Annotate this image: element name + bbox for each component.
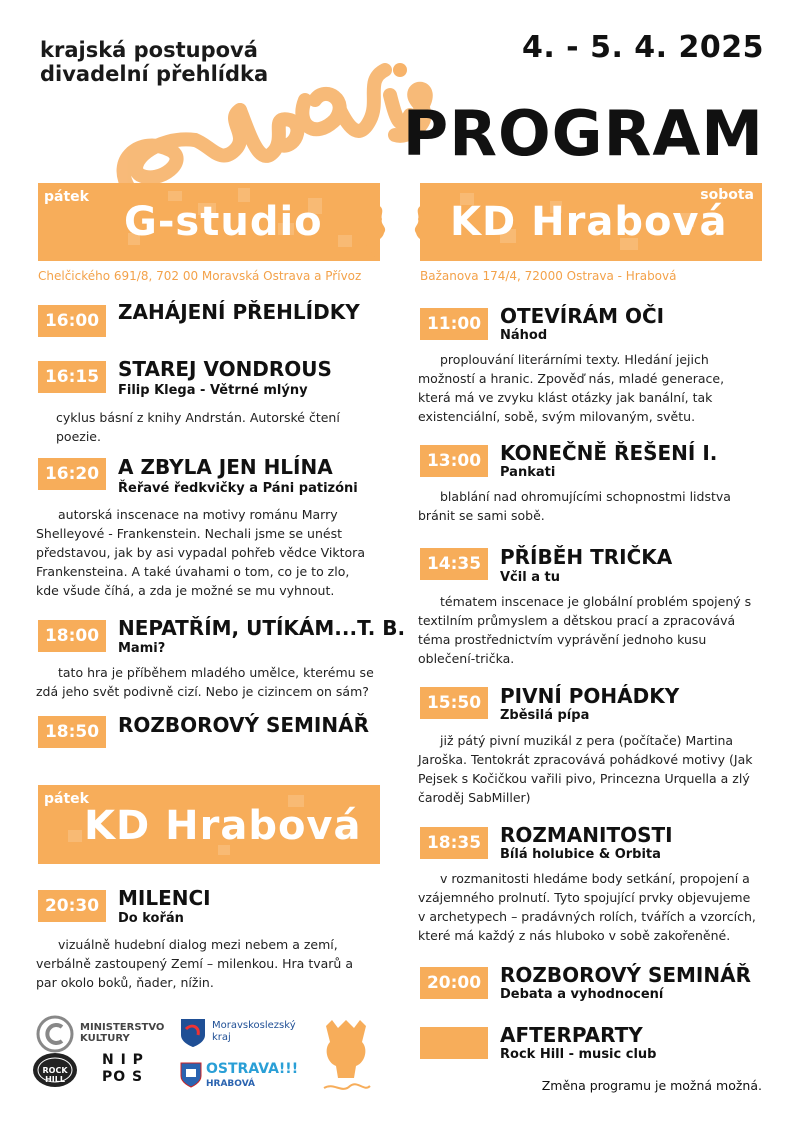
rock-hill-logo-text: ROCK HILL <box>42 1066 68 1084</box>
event-time: 14:35 <box>420 548 488 580</box>
event-title: PIVNÍ POHÁDKY <box>500 684 680 708</box>
event-title: STAREJ VONDROUS <box>118 357 332 381</box>
friday-day-label: pátek <box>44 791 89 807</box>
event-subtitle: Filip Klega - Větrné mlýny <box>118 383 308 398</box>
event-time: 20:00 <box>420 967 488 999</box>
event-description: již pátý pivní muzikál z pera (počítače) Martina Jaroška. Tentokrát zpracovává pohádkové motivy (Jak Pejsek s Kočičkou vařili pivo, Princezna Urquella a zlý čaroděj SabMiller) <box>418 733 753 805</box>
friday-gstudio-banner <box>38 183 380 261</box>
event-title: AFTERPARTY <box>500 1023 643 1047</box>
ministry-culture-logo-text <box>80 1022 164 1044</box>
region-line-1: Moravskoslezský <box>212 1020 296 1031</box>
festival-date: 4. - 5. 4. 2025 <box>521 30 764 65</box>
saturday-address: Bažanova 174/4, 72000 Ostrava - Hrabová <box>420 269 677 283</box>
event-time: 18:00 <box>38 620 106 652</box>
event-time: 18:35 <box>420 827 488 859</box>
event-subtitle: Mami? <box>118 641 166 656</box>
event-time: 15:50 <box>420 687 488 719</box>
event-time: 16:00 <box>38 305 106 337</box>
event-title: ZAHÁJENÍ PŘEHLÍDKY <box>118 300 360 324</box>
saturday-banner <box>420 183 762 261</box>
moravskoslezsky-kraj-logo-text <box>212 1020 296 1044</box>
friday-address: Chelčického 691/8, 702 00 Moravská Ostrava a Přívoz <box>38 269 362 283</box>
event-title: PŘÍBĚH TRIČKA <box>500 545 673 569</box>
moravskoslezsky-kraj-logo-icon <box>178 1013 208 1049</box>
region-line-2: kraj <box>212 1032 231 1043</box>
event-subtitle: Do kořán <box>118 911 184 926</box>
event-subtitle: Zběsilá pípa <box>500 708 590 723</box>
nipos-logo <box>102 1052 144 1086</box>
ostrava-logo-text: OSTRAVA!!! <box>206 1061 299 1077</box>
nipos-line-1: N I P <box>102 1052 144 1068</box>
event-subtitle: Bílá holubice & Orbita <box>500 847 661 862</box>
event-description: tématem inscenace je globální problém spojený s textilním průmyslem a dětskou prací a zpracovává téma prostřednictvím vyprávění jednoho kusu oblečení-trička. <box>418 594 752 666</box>
subtitle-line-1: krajská postupová <box>40 38 258 62</box>
ministry-line-1: MINISTERSTVO <box>80 1022 165 1033</box>
event-subtitle: Včil a tu <box>500 570 560 585</box>
friday-kd-hrabova-banner <box>38 785 380 864</box>
event-description: cyklus básní z knihy Andrstán. Autorské čtení poezie. <box>56 410 340 444</box>
saturday-venue-title: KD Hrabová <box>450 199 728 245</box>
event-time: 20:30 <box>38 890 106 922</box>
hrabova-logo-text: HRABOVÁ <box>206 1079 256 1089</box>
event-title: A ZBYLA JEN HLÍNA <box>118 455 333 479</box>
saturday-day-label: sobota <box>700 187 754 203</box>
event-subtitle: Pankati <box>500 465 556 480</box>
event-subtitle: Rock Hill - music club <box>500 1047 657 1062</box>
event-description: blablání nad ohromujícími schopnostmi lidstva bránit se sami sobě. <box>418 489 731 523</box>
ministry-culture-logo-icon <box>36 1015 74 1053</box>
event-description: v rozmanitosti hledáme body setkání, propojení a vzájemného prolnutí. Tyto spojující prvky objevujeme v archetypech – pradávných rolích, tvářích a vzorcích, které má každý z nás hluboko v sobě zakořeněné. <box>418 871 756 943</box>
event-time: 16:20 <box>38 458 106 490</box>
event-title: ROZBOROVÝ SEMINÁŘ <box>118 713 369 737</box>
event-time: 13:00 <box>420 445 488 477</box>
friday-venue-title: G-studio <box>124 199 323 245</box>
event-title: ROZMANITOSTI <box>500 823 673 847</box>
event-description: tato hra je příběhem mladého umělce, kterému se zdá jeho svět podivně cizí. Nebo je cizincem on sám? <box>36 665 374 699</box>
subtitle-line-2: divadelní přehlídka <box>40 62 269 86</box>
event-description: proplouvání literárními texty. Hledání jejich možností a hranic. Zpověď nás, mladé generace, která má ve zvyku klást otázky jak banální, tak existenciální, sobě, svým milovaným, světu. <box>418 352 725 424</box>
friday-kd-hrabova-title: KD Hrabová <box>84 803 362 849</box>
event-description: vizuálně hudební dialog mezi nebem a zemí, verbálně zastoupený Zemí – milenkou. Hra tvarů a par okolo boků, ňader, nížin. <box>36 937 353 990</box>
event-title: ROZBOROVÝ SEMINÁŘ <box>500 963 751 987</box>
friday-day-label: pátek <box>44 189 89 205</box>
event-time: 18:50 <box>38 716 106 748</box>
experis-mascot-logo <box>318 1018 374 1096</box>
event-title: NEPATŘÍM, UTÍKÁM...T. B. <box>118 616 406 640</box>
event-title: MILENCI <box>118 886 211 910</box>
event-time: 11:00 <box>420 308 488 340</box>
event-subtitle: Debata a vyhodnocení <box>500 987 664 1002</box>
event-time: 16:15 <box>38 361 106 393</box>
nipos-line-2: PO S <box>102 1069 144 1085</box>
program-heading: PROGRAM <box>402 97 764 170</box>
event-title: KONEČNĚ ŘEŠENÍ I. <box>500 441 718 465</box>
program-change-note: Změna programu je možná možná. <box>541 1078 762 1093</box>
ministry-line-2: KULTURY <box>80 1033 130 1044</box>
event-description: autorská inscenace na motivy románu Marry Shelleyové - Frankenstein. Nechali jsme se unést představou, jak by asi vypadal pohřeb vědce Viktora Frankensteina. A také úvahami o tom, co je to zlo, kde všude číhá, a zda je možné se mu vyhnout. <box>36 507 365 598</box>
event-subtitle: Řeřavé ředkvičky a Páni patizóni <box>118 481 358 496</box>
hrabova-coat-of-arms-icon <box>180 1062 202 1088</box>
afterparty-marker <box>420 1027 488 1059</box>
event-subtitle: Náhod <box>500 328 548 343</box>
event-title: OTEVÍRÁM OČI <box>500 304 665 328</box>
